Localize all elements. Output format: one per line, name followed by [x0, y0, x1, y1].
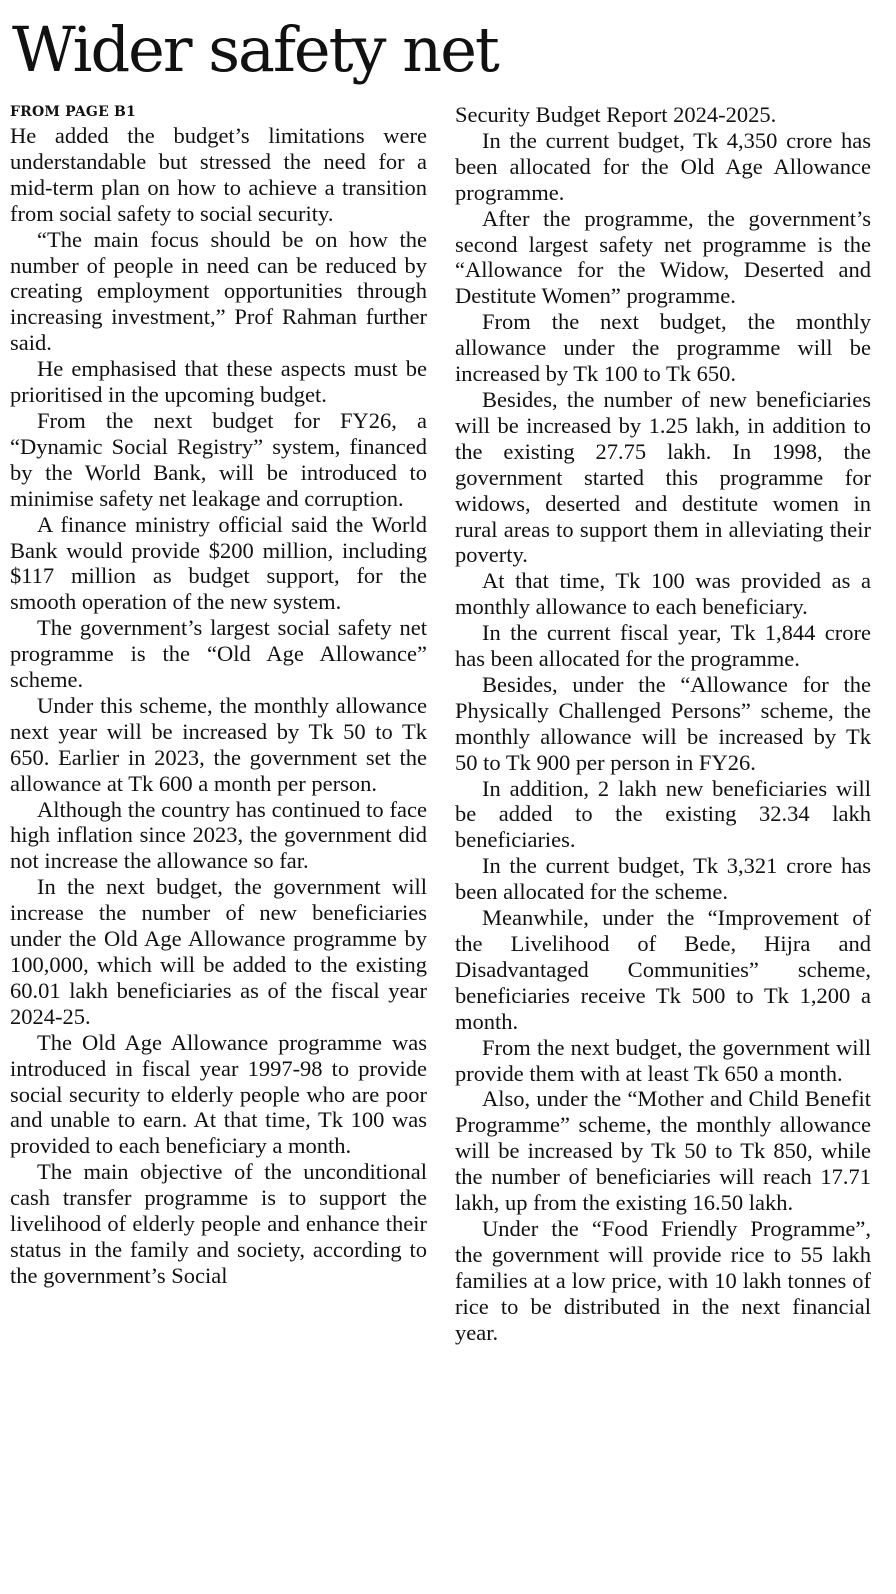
body-paragraph: Also, under the “Mother and Child Benefit Programme” scheme, the monthly allowance will be increased by Tk 50 to Tk 850, while the number of beneficiaries will reach 17.71 lakh, up from the existing 16.50 lakh. [455, 1086, 871, 1216]
body-paragraph: From the next budget, the government will provide them with at least Tk 650 a month. [455, 1034, 871, 1086]
body-paragraph: The Old Age Allowance programme was introduced in fiscal year 1997-98 to provide social security to elderly people who are poor and unable to earn. At that time, Tk 100 was provided to each beneficiary a month. [10, 1029, 427, 1159]
body-paragraph: Meanwhile, under the “Improvement of the Livelihood of Bede, Hijra and Disadvantaged Communities” scheme, beneficiaries receive Tk 500 to Tk 1,200 a month. [455, 905, 871, 1034]
body-paragraph: A finance ministry official said the World Bank would provide $200 million, including $117 million as budget support, for the smooth operation of the new system. [10, 511, 427, 615]
body-paragraph: In the current fiscal year, Tk 1,844 crore has been allocated for the programme. [455, 620, 871, 672]
body-paragraph: In addition, 2 lakh new beneficiaries will be added to the existing 32.34 lakh beneficiaries. [455, 775, 871, 853]
body-paragraph: “The main focus should be on how the number of people in need can be reduced by creating employment opportunities through increasing investment,” Prof Rahman further said. [10, 226, 427, 356]
body-paragraph: Besides, the number of new beneficiaries will be increased by 1.25 lakh, in addition to the existing 27.75 lakh. In 1998, the government started this programme for widows, deserted and destitute women in rural areas to support them in alleviating their poverty. [455, 386, 871, 568]
headline: Wider safety net [12, 13, 498, 86]
body-paragraph: From the next budget for FY26, a “Dynamic Social Registry” system, financed by the World Bank, will be introduced to minimise safety net leakage and corruption. [10, 407, 427, 511]
body-paragraph: In the next budget, the government will increase the number of new beneficiaries under the Old Age Allowance programme by 100,000, which will be added to the existing 60.01 lakh beneficiaries as of the fiscal year 2024-25. [10, 874, 427, 1029]
body-paragraph: Although the country has continued to face high inflation since 2023, the government did not increase the allowance so far. [10, 796, 427, 874]
body-paragraph: He emphasised that these aspects must be prioritised in the upcoming budget. [10, 356, 427, 408]
body-paragraph: The government’s largest social safety net programme is the “Old Age Allowance” scheme. [10, 615, 427, 693]
body-paragraph: Besides, under the “Allowance for the Physically Challenged Persons” scheme, the monthly allowance will be increased by Tk 50 to Tk 900 per person in FY26. [455, 671, 871, 775]
body-paragraph: In the current budget, Tk 4,350 crore has been allocated for the Old Age Allowance programme. [455, 127, 871, 205]
body-paragraph: In the current budget, Tk 3,321 crore has been allocated for the scheme. [455, 853, 871, 905]
body-paragraph: From the next budget, the monthly allowance under the programme will be increased by Tk 100 to Tk 650. [455, 309, 871, 387]
body-paragraph: The main objective of the unconditional cash transfer programme is to support the livelihood of elderly people and enhance their status in the family and society, according to the government’s Social [10, 1159, 427, 1288]
body-paragraph: Under this scheme, the monthly allowance next year will be increased by Tk 50 to Tk 650. Earlier in 2023, the government set the allowance at Tk 600 a month per person. [10, 692, 427, 796]
body-paragraph: After the programme, the government’s second largest safety net programme is the “Allowance for the Widow, Deserted and Destitute Women” programme. [455, 205, 871, 309]
continuation-kicker: FROM PAGE B1 [10, 104, 136, 120]
body-paragraph: He added the budget’s limitations were understandable but stressed the need for a mid-term plan on how to achieve a transition from social safety to social security. [10, 123, 427, 226]
article-column-left [10, 102, 427, 1289]
body-paragraph: Security Budget Report 2024-2025. [455, 102, 777, 127]
article-column-right [455, 102, 871, 1346]
body-paragraph: Under the “Food Friendly Programme”, the government will provide rice to 55 lakh families at a low price, with 10 lakh tonnes of rice to be distributed in the next financial year. [455, 1215, 871, 1345]
body-paragraph: At that time, Tk 100 was provided as a monthly allowance to each beneficiary. [455, 568, 871, 620]
